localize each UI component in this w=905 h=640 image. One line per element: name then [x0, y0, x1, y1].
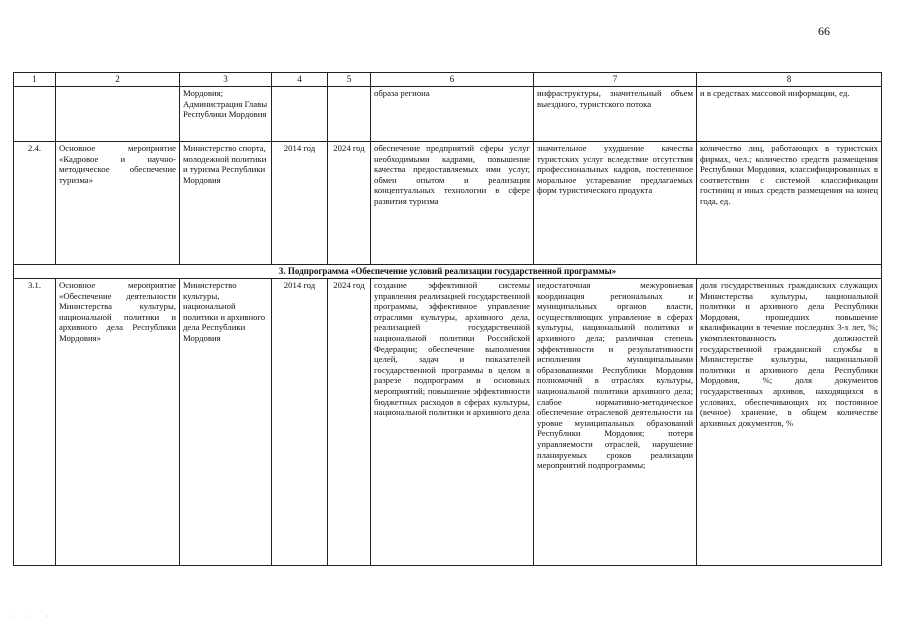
cell-consequences: значительное ухудшение качества туристских услуг вследствие отсутствия профессиональных кадров, постепенное моральное устаревание предлагаемых форм туристического продукта: [534, 142, 697, 265]
page-number: 66: [818, 24, 830, 38]
cell-number: 3.1.: [14, 279, 56, 566]
cell-executor: Мордовия; Администрация Главы Республики Мордовия: [180, 87, 272, 142]
column-number: 8: [697, 73, 882, 87]
table-row-continuation: [14, 87, 882, 142]
column-number: 1: [14, 73, 56, 87]
cell-measure-name: Основное мероприятие «Кадровое и научно-методическое обеспечение туризма»: [56, 142, 180, 265]
column-number: 2: [56, 73, 180, 87]
subprogram-title: 3. Подпрограмма «Обеспечение условий реализации государственной программы»: [14, 265, 882, 279]
cell-start-year: 2014 год: [272, 142, 328, 265]
table-row-2-4: [14, 142, 882, 265]
cell-number: [14, 87, 56, 142]
cell-consequences: инфраструктуры, значительный объем выездного, туристского потока: [534, 87, 697, 142]
column-number: 3: [180, 73, 272, 87]
column-number: 5: [328, 73, 371, 87]
column-number: 6: [371, 73, 534, 87]
section-header-row: [14, 265, 882, 279]
column-number-row: [14, 73, 882, 87]
cell-start-year: 2014 год: [272, 279, 328, 566]
table-row-3-1: [14, 279, 882, 566]
cell-end-year: [328, 87, 371, 142]
scan-speckles: · · ·: [12, 612, 54, 621]
cell-end-year: 2024 год: [328, 142, 371, 265]
cell-end-year: 2024 год: [328, 279, 371, 566]
cell-start-year: [272, 87, 328, 142]
program-measures-table: [13, 72, 882, 566]
cell-indicators: доля государственных гражданских служащих Министерства культуры, национальной политики и архивного дела Республики Мордовия, прошедших повышение квалификации в течение последних 3-х лет, %; укомплектованность должностей государственной гражданской службы в Министерстве культуры, национальной политики и архивного дела Республики Мордовия, %; доля документов государственных архивов, находящихся в условиях, обеспечивающих их постоянное (вечное) хранение, в общем количестве архивных документов, %: [697, 279, 882, 566]
column-number: 4: [272, 73, 328, 87]
cell-measure-name: Основное мероприятие «Обеспечение деятельности Министерства культуры, национальной политики и архивного дела Республики Мордовия»: [56, 279, 180, 566]
cell-expected-result: образа региона: [371, 87, 534, 142]
cell-executor: Министерство спорта, молодежной политики и туризма Республики Мордовия: [180, 142, 272, 265]
column-number: 7: [534, 73, 697, 87]
cell-indicators: и в средствах массовой информации, ед.: [697, 87, 882, 142]
cell-expected-result: обеспечение предприятий сферы услуг необходимыми кадрами, повышение качества предоставляемых ими услуг, обмен опытом и реализация концептуальных технологии в сфере развития туризма: [371, 142, 534, 265]
cell-expected-result: создание эффективной системы управления реализацией государственной программы, эффективное управление отраслями культуры, архивного дела, реализацией государственной национальной политики Российской Федерации; обеспечение выполнения целей, задач и показателей государственной программы в целом в разрезе подпрограмм и основных мероприятий; повышение эффективности бюджетных расходов в сферах культуры, национальной политики и архивного дела: [371, 279, 534, 566]
cell-executor: Министерство культуры, национальной политики и архивного дела Республики Мордовия: [180, 279, 272, 566]
cell-number: 2.4.: [14, 142, 56, 265]
cell-indicators: количество лиц, работающих в туристских фирмах, чел.; количество средств размещения Республики Мордовия, классифицированных в соответствии с системой классификации гостиниц и иных средств размещения на конец года, ед.: [697, 142, 882, 265]
cell-consequences: недостаточная межуровневая координация региональных и муниципальных органов власти, осуществляющих управление в сферах культуры, национальной политики и архивного дела; различная степень эффективности и результативности исполнения муниципальными образованиями Республики Мордовия полномочий в отраслях культуры, национальной политики архивного дела; слабое нормативно-методическое обеспечение отраслевой деятельности на уровне муниципальных образований Республики Мордовия; потеря управляемости отраслей, нарушение планируемых сроков реализации мероприятий подпрограммы;: [534, 279, 697, 566]
cell-measure-name: [56, 87, 180, 142]
